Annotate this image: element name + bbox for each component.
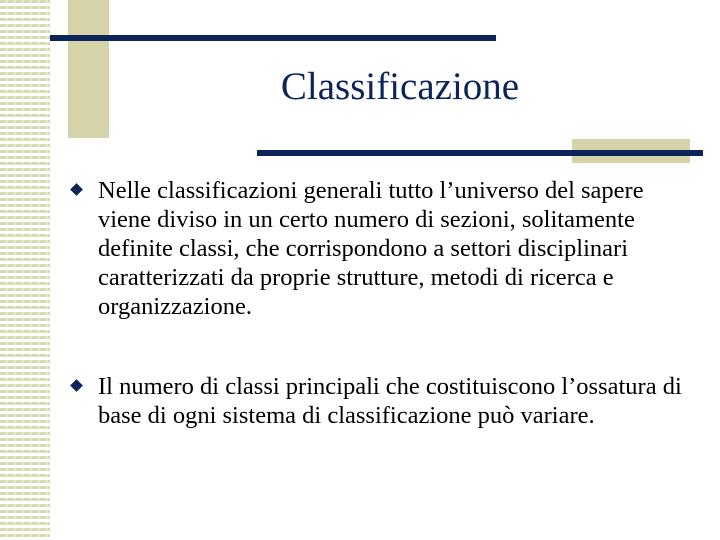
bullet-item bbox=[72, 372, 694, 430]
slide-title: Classificazione bbox=[280, 65, 520, 108]
title-rule-bottom bbox=[257, 150, 703, 156]
diamond-bullet-icon bbox=[70, 183, 83, 196]
bullet-item bbox=[72, 176, 694, 321]
diamond-bullet-icon bbox=[70, 379, 83, 392]
bullet-list bbox=[72, 176, 694, 430]
decorative-block-top bbox=[68, 0, 109, 138]
decorative-striped-bar bbox=[0, 0, 50, 540]
bullet-text: Il numero di classi principali che costituiscono l’ossatura di base di ogni sistema di classificazione può variare. bbox=[98, 373, 682, 429]
title-rule-top bbox=[50, 35, 496, 41]
bullet-text: Nelle classificazioni generali tutto l’universo del sapere viene diviso in un certo numero di sezioni, solitamente definite classi, che corrispondono a settori disciplinari caratterizzati da proprie strutture, metodi di ricerca e organizzazione. bbox=[98, 177, 644, 320]
